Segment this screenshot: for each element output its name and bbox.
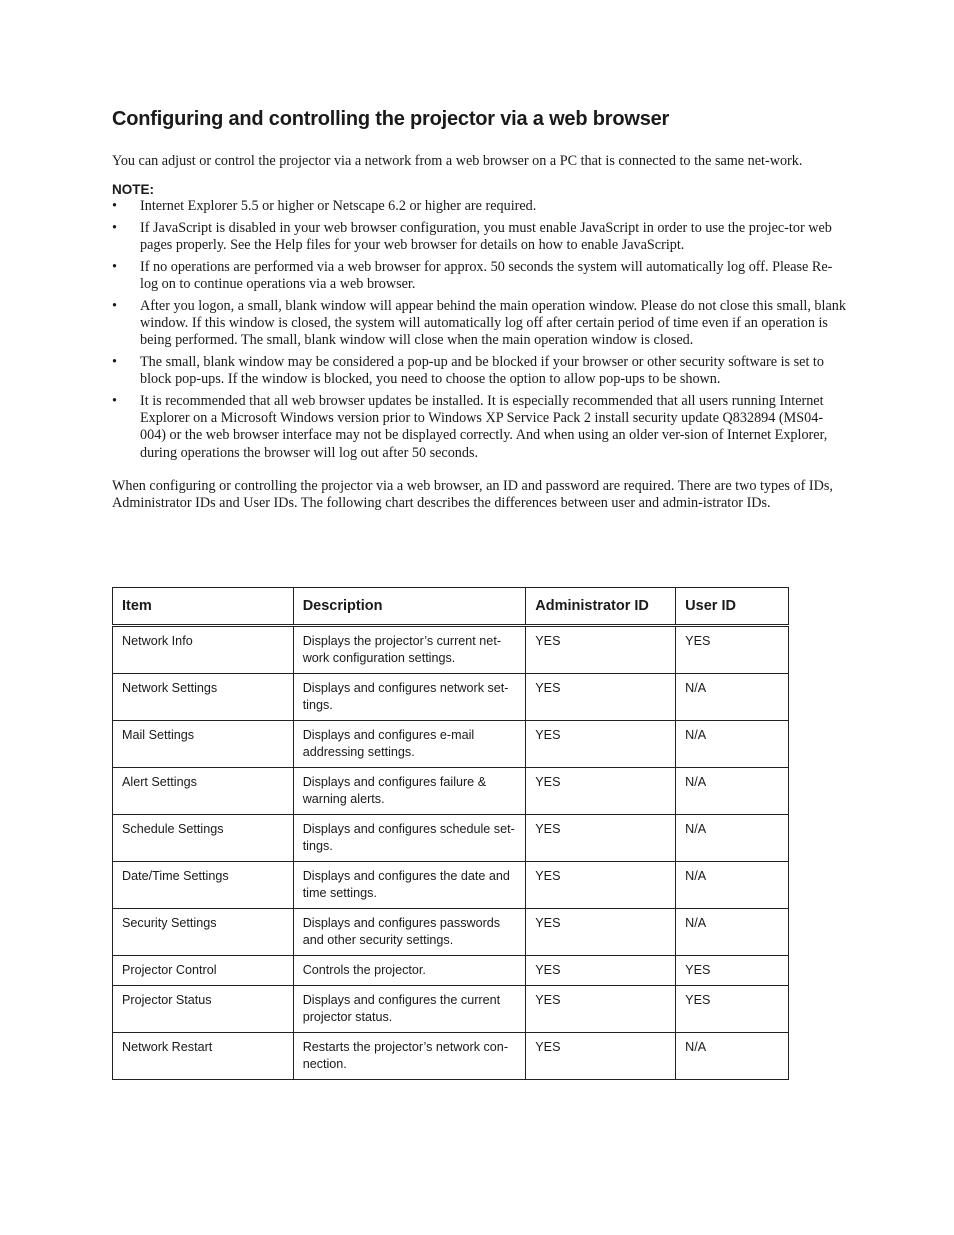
- table-row: [113, 986, 789, 1033]
- cell-admin: YES: [526, 721, 676, 768]
- id-permissions-table: [112, 587, 789, 1080]
- cell-item: Date/Time Settings: [113, 862, 294, 909]
- table-row: [113, 626, 789, 674]
- bullet-icon: •: [112, 219, 117, 236]
- cell-user: YES: [676, 956, 789, 986]
- header-item: Item: [113, 588, 294, 626]
- cell-admin: YES: [526, 986, 676, 1033]
- cell-item: Network Info: [113, 626, 294, 674]
- cell-description: Restarts the projector’s network con-nection.: [293, 1033, 526, 1080]
- bullet-icon: •: [112, 198, 117, 215]
- table-row: [113, 674, 789, 721]
- cell-description: Controls the projector.: [293, 956, 526, 986]
- note-text: After you logon, a small, blank window will appear behind the main operation window. Please do not close this small, blank window. If this window is closed, the system will automatically log off after certain period of time even if an operation is being performed. The small, blank window will close when the main operation window is closed.: [140, 297, 846, 349]
- header-user-id: User ID: [676, 588, 789, 626]
- note-item: [112, 354, 847, 389]
- cell-item: Network Settings: [113, 674, 294, 721]
- cell-admin: YES: [526, 956, 676, 986]
- cell-admin: YES: [526, 768, 676, 815]
- cell-admin: YES: [526, 626, 676, 674]
- cell-admin: YES: [526, 1033, 676, 1080]
- table-row: [113, 1033, 789, 1080]
- cell-item: Mail Settings: [113, 721, 294, 768]
- bullet-icon: •: [112, 353, 117, 370]
- cell-user: YES: [676, 626, 789, 674]
- cell-item: Alert Settings: [113, 768, 294, 815]
- table-row: [113, 862, 789, 909]
- table-row: [113, 909, 789, 956]
- table-row: [113, 721, 789, 768]
- ids-paragraph: When configuring or controlling the projector via a web browser, an ID and password are required. There are two types of IDs, Administrator IDs and User IDs. The following chart describes the differences between user and admin-istrator IDs.: [112, 477, 833, 512]
- table-row: [113, 768, 789, 815]
- cell-description: Displays the projector’s current net-work configuration settings.: [293, 626, 526, 674]
- header-description: Description: [293, 588, 526, 626]
- cell-item: Security Settings: [113, 909, 294, 956]
- cell-user: N/A: [676, 1033, 789, 1080]
- cell-user: N/A: [676, 909, 789, 956]
- cell-user: YES: [676, 986, 789, 1033]
- cell-admin: YES: [526, 862, 676, 909]
- note-item: [112, 259, 847, 294]
- document-body: [112, 104, 847, 513]
- cell-user: N/A: [676, 815, 789, 862]
- note-item: [112, 393, 847, 462]
- table-header-row: [113, 588, 789, 626]
- cell-item: Projector Control: [113, 956, 294, 986]
- cell-admin: YES: [526, 815, 676, 862]
- cell-description: Displays and configures network set-tings.: [293, 674, 526, 721]
- note-text: If no operations are performed via a web browser for approx. 50 seconds the system will automatically log off. Please Re-log on to continue operations via a web browser.: [140, 258, 833, 293]
- header-administrator-id: Administrator ID: [526, 588, 676, 626]
- note-text: If JavaScript is disabled in your web browser configuration, you must enable JavaScript in order to use the projec-tor web pages properly. See the Help files for your web browser for details on how to enable JavaScript.: [140, 219, 832, 254]
- cell-user: N/A: [676, 674, 789, 721]
- bullet-icon: •: [112, 258, 117, 275]
- intro-paragraph: You can adjust or control the projector via a network from a web browser on a PC that is connected to the same net-work.: [112, 153, 803, 169]
- cell-item: Schedule Settings: [113, 815, 294, 862]
- note-label: NOTE:: [112, 182, 154, 198]
- cell-description: Displays and configures e-mail addressing settings.: [293, 721, 526, 768]
- cell-description: Displays and configures the date and time settings.: [293, 862, 526, 909]
- page-heading: Configuring and controlling the projector via a web browser: [112, 108, 670, 130]
- table-row: [113, 815, 789, 862]
- note-item: [112, 198, 847, 215]
- table-row: [113, 956, 789, 986]
- cell-item: Projector Status: [113, 986, 294, 1033]
- cell-user: N/A: [676, 862, 789, 909]
- cell-description: Displays and configures schedule set-tings.: [293, 815, 526, 862]
- cell-item: Network Restart: [113, 1033, 294, 1080]
- bullet-icon: •: [112, 392, 117, 409]
- notes-list: [112, 198, 847, 462]
- cell-user: N/A: [676, 768, 789, 815]
- cell-description: Displays and configures the current projector status.: [293, 986, 526, 1033]
- cell-description: Displays and configures passwords and other security settings.: [293, 909, 526, 956]
- note-item: [112, 298, 847, 350]
- cell-description: Displays and configures failure & warning alerts.: [293, 768, 526, 815]
- note-item: [112, 220, 847, 255]
- cell-admin: YES: [526, 909, 676, 956]
- bullet-icon: •: [112, 297, 117, 314]
- note-text: Internet Explorer 5.5 or higher or Netscape 6.2 or higher are required.: [140, 198, 537, 215]
- note-text: It is recommended that all web browser updates be installed. It is especially recommended that all users running Internet Explorer on a Microsoft Windows version prior to Windows XP Service Pack 2 install security update Q832894 (MS04-004) or the web browser interface may not be displayed correctly. And when using an older ver-sion of Internet Explorer, during operations the browser will log out after 50 seconds.: [140, 392, 828, 461]
- cell-admin: YES: [526, 674, 676, 721]
- cell-user: N/A: [676, 721, 789, 768]
- note-text: The small, blank window may be considered a pop-up and be blocked if your browser or other security software is set to block pop-ups. If the window is blocked, you need to choose the option to allow pop-ups to be shown.: [140, 353, 824, 388]
